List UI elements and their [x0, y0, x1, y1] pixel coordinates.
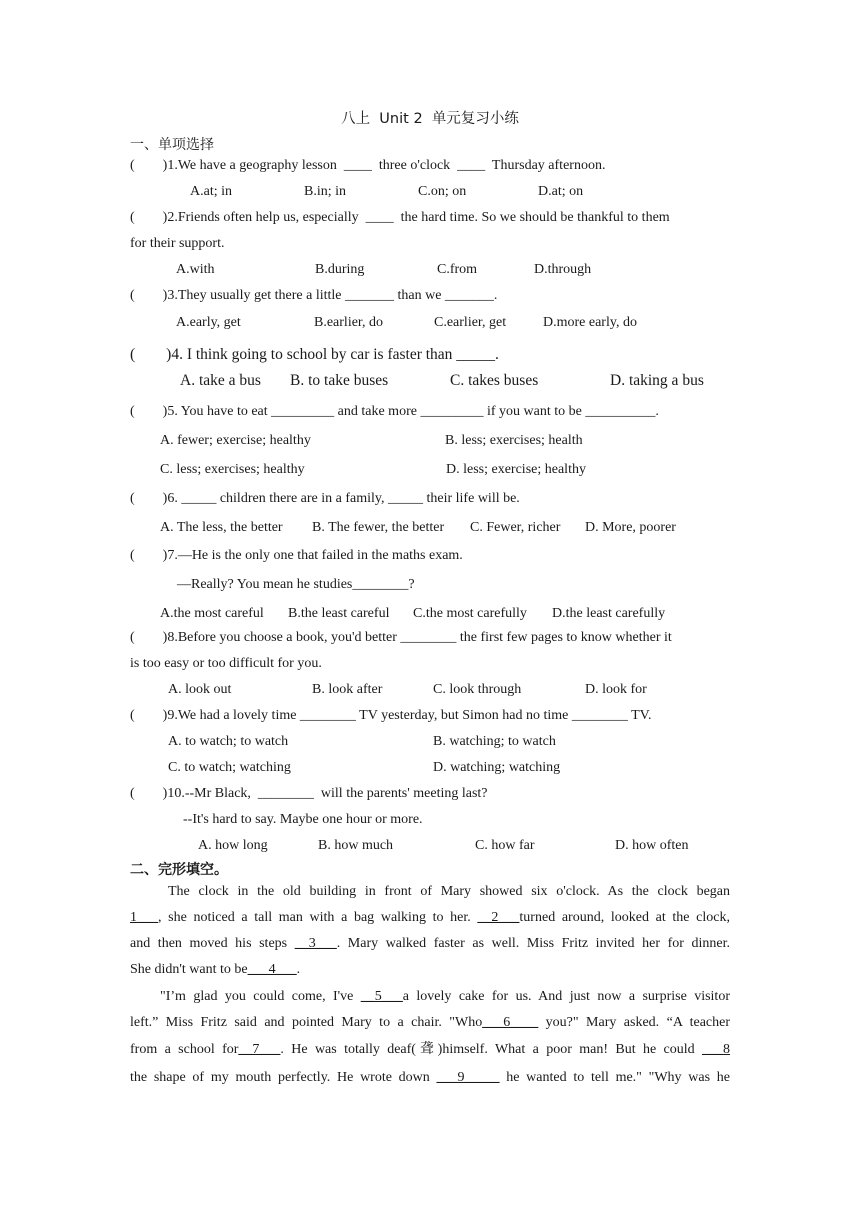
question-5-option-c: C. less; exercises; healthy — [160, 462, 305, 477]
blank-7: __7___ — [238, 1042, 281, 1057]
question-5-stem: ( )5. You have to eat _________ and take more _________ if you want to be __________. — [130, 404, 659, 419]
question-10-option-c: C. how far — [475, 838, 535, 853]
question-4-option-a: A. take a bus — [180, 372, 261, 389]
passage-text-fragment: the shape of my mouth perfectly. He wrote down — [130, 1070, 437, 1085]
question-5-option-d: D. less; exercise; healthy — [446, 462, 586, 477]
passage-paragraph-1-line-2 — [130, 909, 730, 926]
question-7-stem-line2: —Really? You mean he studies________? — [177, 577, 415, 592]
question-1-stem: ( )1.We have a geography lesson ____ three o'clock ____ Thursday afternoon. — [130, 158, 606, 173]
question-10-option-b: B. how much — [318, 838, 394, 853]
passage-text: "I’m glad you could come, I've — [160, 989, 361, 1004]
question-7-option-a: A.the most careful — [160, 606, 264, 621]
question-2-stem-line2: for their support. — [130, 236, 225, 251]
blank-8: ___8 — [702, 1042, 730, 1057]
question-7-option-b: B.the least careful — [288, 606, 390, 621]
blank-2: __2___ — [477, 910, 520, 925]
question-6-option-b: B. The fewer, the better — [312, 520, 445, 535]
passage-paragraph-1-line-1 — [130, 883, 730, 900]
question-8-stem-line1: ( )8.Before you choose a book, you'd better ________ the first few pages to know whether it — [130, 630, 672, 645]
blank-3: __3___ — [294, 936, 337, 951]
question-5-option-b: B. less; exercises; health — [445, 433, 583, 448]
question-9-option-b: B. watching; to watch — [433, 734, 556, 749]
section-1-heading: 一、单项选择 — [130, 137, 214, 153]
question-9-option-c: C. to watch; watching — [168, 760, 291, 775]
section-2-heading: 二、完形填空。 — [130, 862, 228, 878]
question-3-option-c: C.earlier, get — [434, 315, 507, 330]
passage-text: The clock in the old building in front of Mary showed six o'clock. As the clock began — [168, 884, 730, 899]
question-10-stem-line2: --It's hard to say. Maybe one hour or more. — [183, 812, 423, 827]
question-10-option-a: A. how long — [198, 838, 268, 853]
question-6-stem: ( )6. _____ children there are in a family, _____ their life will be. — [130, 491, 520, 506]
passage-text-fragment: and then moved his steps — [130, 936, 295, 951]
question-4-option-c: C. takes buses — [450, 372, 539, 389]
passage-text-fragment: left.” Miss Fritz said and pointed Mary to a chair. "Who — [130, 1015, 483, 1030]
question-2-option-a: A.with — [176, 262, 215, 277]
question-8-option-c: C. look through — [433, 682, 522, 697]
question-8-option-d: D. look for — [585, 682, 647, 697]
passage-paragraph-2-line-3 — [130, 1041, 730, 1058]
question-2-option-d: D.through — [534, 262, 592, 277]
question-7-stem-line1: ( )7.—He is the only one that failed in the maths exam. — [130, 548, 463, 563]
question-6-option-c: C. Fewer, richer — [470, 520, 561, 535]
question-1-option-c: C.on; on — [418, 184, 467, 199]
blank-5: __5___ — [360, 989, 403, 1004]
question-7-option-d: D.the least carefully — [552, 606, 666, 621]
question-9-option-a: A. to watch; to watch — [168, 734, 289, 749]
question-1-option-a: A.at; in — [190, 184, 232, 199]
question-2-option-b: B.during — [315, 262, 365, 277]
question-4-option-d: D. taking a bus — [610, 372, 704, 389]
question-3-option-b: B.earlier, do — [314, 315, 384, 330]
question-4-option-b: B. to take buses — [290, 372, 389, 389]
page-title: 八上 Unit 2 单元复习小练 — [341, 111, 519, 127]
question-1-option-d: D.at; on — [538, 184, 584, 199]
question-3-option-d: D.more early, do — [543, 315, 637, 330]
question-2-stem-line1: ( )2.Friends often help us, especially ____ the hard time. So we should be thankful to them — [130, 210, 670, 225]
passage-text-fragment: She didn't want to be — [130, 962, 248, 977]
passage-text: he wanted to tell me." "Why was he — [499, 1070, 730, 1085]
question-8-stem-line2: is too easy or too difficult for you. — [130, 656, 322, 671]
question-1-option-b: B.in; in — [304, 184, 347, 199]
passage-paragraph-2-line-4 — [130, 1069, 730, 1086]
passage-text: . He was totally deaf(聋)himself. What a poor man! But he could — [280, 1042, 702, 1057]
question-3-stem: ( )3.They usually get there a little _______ than we _______. — [130, 288, 498, 303]
question-10-stem-line1: ( )10.--Mr Black, ________ will the parents' meeting last? — [130, 786, 488, 801]
passage-text: , she noticed a tall man with a bag walking to her. — [158, 910, 478, 925]
question-3-option-a: A.early, get — [176, 315, 241, 330]
passage-paragraph-1-line-4 — [130, 961, 730, 978]
passage-paragraph-2-line-2 — [130, 1014, 730, 1031]
passage-paragraph-2-line-1 — [130, 988, 730, 1005]
question-9-option-d: D. watching; watching — [433, 760, 561, 775]
question-2-option-c: C.from — [437, 262, 478, 277]
question-6-option-d: D. More, poorer — [585, 520, 676, 535]
passage-text: . — [296, 962, 301, 977]
passage-text-fragment: . Mary walked faster as well. Miss Fritz invited her for dinner. — [336, 936, 731, 951]
question-9-stem: ( )9.We had a lovely time ________ TV yesterday, but Simon had no time ________ TV. — [130, 708, 652, 723]
blank-6: ___6____ — [482, 1015, 539, 1030]
question-8-option-b: B. look after — [312, 682, 383, 697]
passage-text-fragment: turned around, looked at the clock, — [519, 910, 730, 925]
passage-text-fragment: from a school for — [130, 1042, 239, 1057]
question-10-option-d: D. how often — [615, 838, 689, 853]
blank-1: 1___ — [130, 910, 158, 925]
question-5-option-a: A. fewer; exercise; healthy — [160, 433, 311, 448]
question-7-option-c: C.the most carefully — [413, 606, 527, 621]
passage-text-fragment: a lovely cake for us. And just now a surprise visitor — [402, 989, 730, 1004]
passage-text-fragment: you?" Mary asked. “A teacher — [538, 1015, 730, 1030]
question-4-stem: ( )4. I think going to school by car is faster than _____. — [130, 346, 499, 363]
passage-paragraph-1-line-3 — [130, 935, 730, 952]
blank-9: ___9_____ — [436, 1070, 500, 1085]
blank-4: ___4___ — [247, 962, 297, 977]
question-8-option-a: A. look out — [168, 682, 232, 697]
question-6-option-a: A. The less, the better — [160, 520, 283, 535]
